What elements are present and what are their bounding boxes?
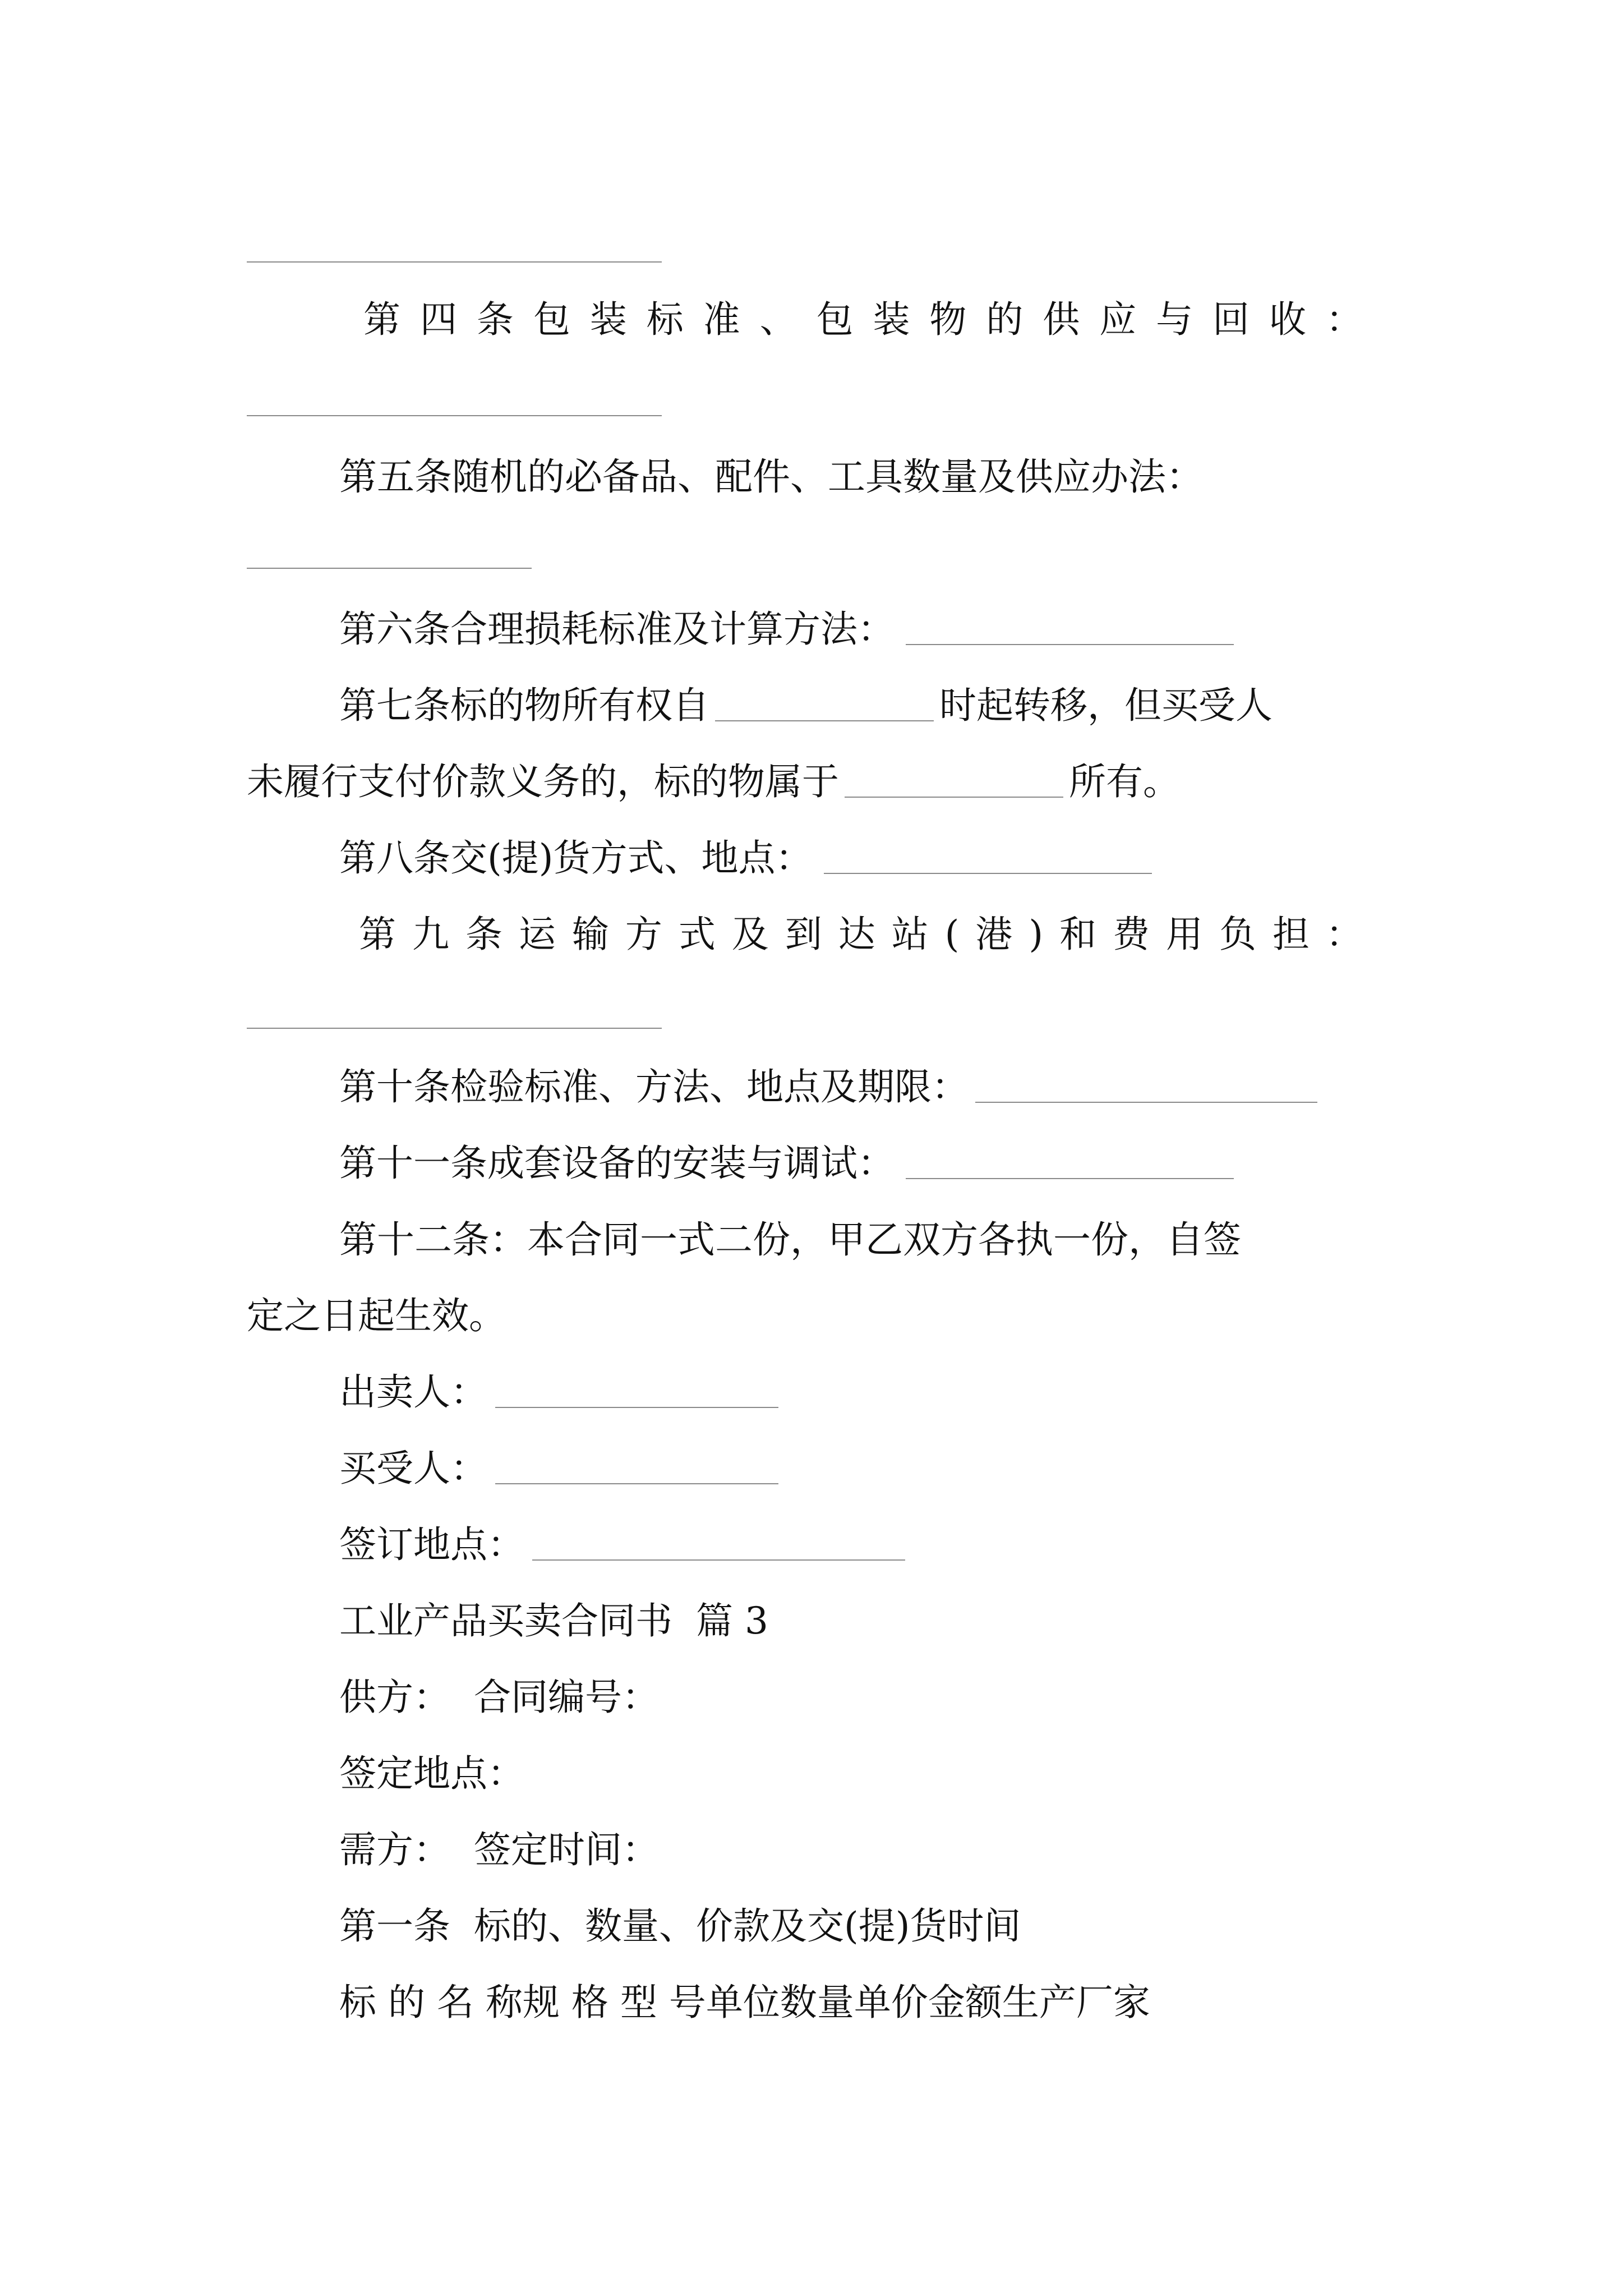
demander-line: 需方： 签定时间：: [339, 1828, 659, 1871]
glyph: 与: [1156, 298, 1193, 341]
article-6-text: 第六条合理损耗标准及计算方法：: [339, 608, 895, 651]
glyph: 装: [589, 298, 627, 341]
glyph: 达: [838, 913, 875, 956]
glyph: 标: [646, 298, 684, 341]
article-12-line-2: 定之日起生效。: [247, 1294, 506, 1337]
article-12-line-1: 第十二条：本合同一式二份，甲乙双方各执一份，自签: [339, 1218, 1241, 1262]
blank-line: [495, 1407, 778, 1408]
glyph: 费: [1113, 913, 1150, 956]
glyph: ): [1029, 913, 1044, 956]
contract-3-article-1: 第一条 标的、数量、价款及交(提)货时间: [339, 1904, 1021, 1948]
glyph: 输: [571, 913, 609, 956]
glyph: 第: [363, 298, 400, 341]
glyph: 回: [1212, 298, 1250, 341]
glyph: 收: [1269, 298, 1306, 341]
blank-line: [247, 1028, 662, 1029]
glyph: 站: [891, 913, 929, 956]
article-11: [339, 1141, 1234, 1186]
seller-line: [339, 1370, 778, 1415]
glyph: 物: [929, 298, 967, 341]
article-6: [339, 607, 1234, 652]
article-7-text-c: 未履行支付价款义务的，标的物属于: [247, 760, 839, 803]
glyph: 装: [873, 298, 910, 341]
article-10-text: 第十条检验标准、方法、地点及期限：: [339, 1065, 969, 1108]
glyph: 包: [816, 298, 854, 341]
blank-line: [715, 720, 934, 721]
glyph: 第: [359, 913, 396, 956]
glyph: 担: [1272, 913, 1310, 956]
blank-line: [824, 873, 1152, 874]
glyph: ：: [1325, 298, 1363, 341]
glyph: 到: [785, 913, 822, 956]
glyph: ：: [1325, 913, 1363, 956]
glyph: 应: [1099, 298, 1137, 341]
article-8: [339, 836, 1152, 881]
blank-line: [906, 644, 1234, 645]
glyph: 包: [533, 298, 570, 341]
glyph: 四: [419, 298, 457, 341]
glyph: 条: [465, 913, 502, 956]
blank-line: [845, 797, 1063, 798]
glyph: 和: [1059, 913, 1097, 956]
article-7-line-2: [247, 760, 1180, 804]
sign-place-label: 签订地点：: [339, 1523, 524, 1566]
blank-line: [247, 415, 662, 416]
glyph: 用: [1166, 913, 1203, 956]
sign-place-line: [339, 1522, 905, 1567]
article-9: [359, 912, 1363, 957]
article-10: [339, 1065, 1317, 1110]
buyer-line: [339, 1446, 778, 1491]
article-7-text-d: 所有。: [1069, 760, 1180, 803]
blank-line: [975, 1102, 1317, 1103]
glyph: 的: [986, 298, 1023, 341]
seller-label: 出卖人：: [339, 1370, 487, 1414]
glyph: 运: [518, 913, 556, 956]
sign-location-line: 签定地点：: [339, 1752, 524, 1795]
buyer-label: 买受人：: [339, 1447, 487, 1490]
section-title: 工业产品买卖合同书 篇 3: [339, 1599, 768, 1642]
glyph: 九: [412, 913, 449, 956]
glyph: 负: [1219, 913, 1256, 956]
table-header: 标 的 名 称规 格 型 号单位数量单价金额生产厂家: [339, 1981, 1150, 2024]
blank-line: [247, 261, 662, 263]
article-11-text: 第十一条成套设备的安装与调试：: [339, 1142, 895, 1185]
glyph: 准: [703, 298, 740, 341]
glyph: (: [944, 913, 960, 956]
glyph: 及: [731, 913, 769, 956]
glyph: 港: [975, 913, 1013, 956]
article-7-text-a: 第七条标的物所有权自: [339, 684, 709, 727]
glyph: 方: [625, 913, 662, 956]
article-7-line-1: [339, 683, 1272, 728]
article-7-text-b: 时起转移，但买受人: [939, 684, 1272, 727]
glyph: 供: [1043, 298, 1080, 341]
glyph: 条: [476, 298, 514, 341]
supplier-line: 供方： 合同编号：: [339, 1676, 659, 1719]
blank-line: [495, 1483, 778, 1484]
article-4: [363, 297, 1363, 342]
article-8-text: 第八条交(提)货方式、地点：: [339, 836, 813, 880]
glyph: 、: [759, 298, 797, 341]
blank-line: [247, 568, 532, 569]
article-5: 第五条随机的必备品、配件、工具数量及供应办法：: [339, 455, 1204, 499]
blank-line: [906, 1178, 1234, 1179]
blank-line: [532, 1559, 905, 1561]
glyph: 式: [678, 913, 716, 956]
